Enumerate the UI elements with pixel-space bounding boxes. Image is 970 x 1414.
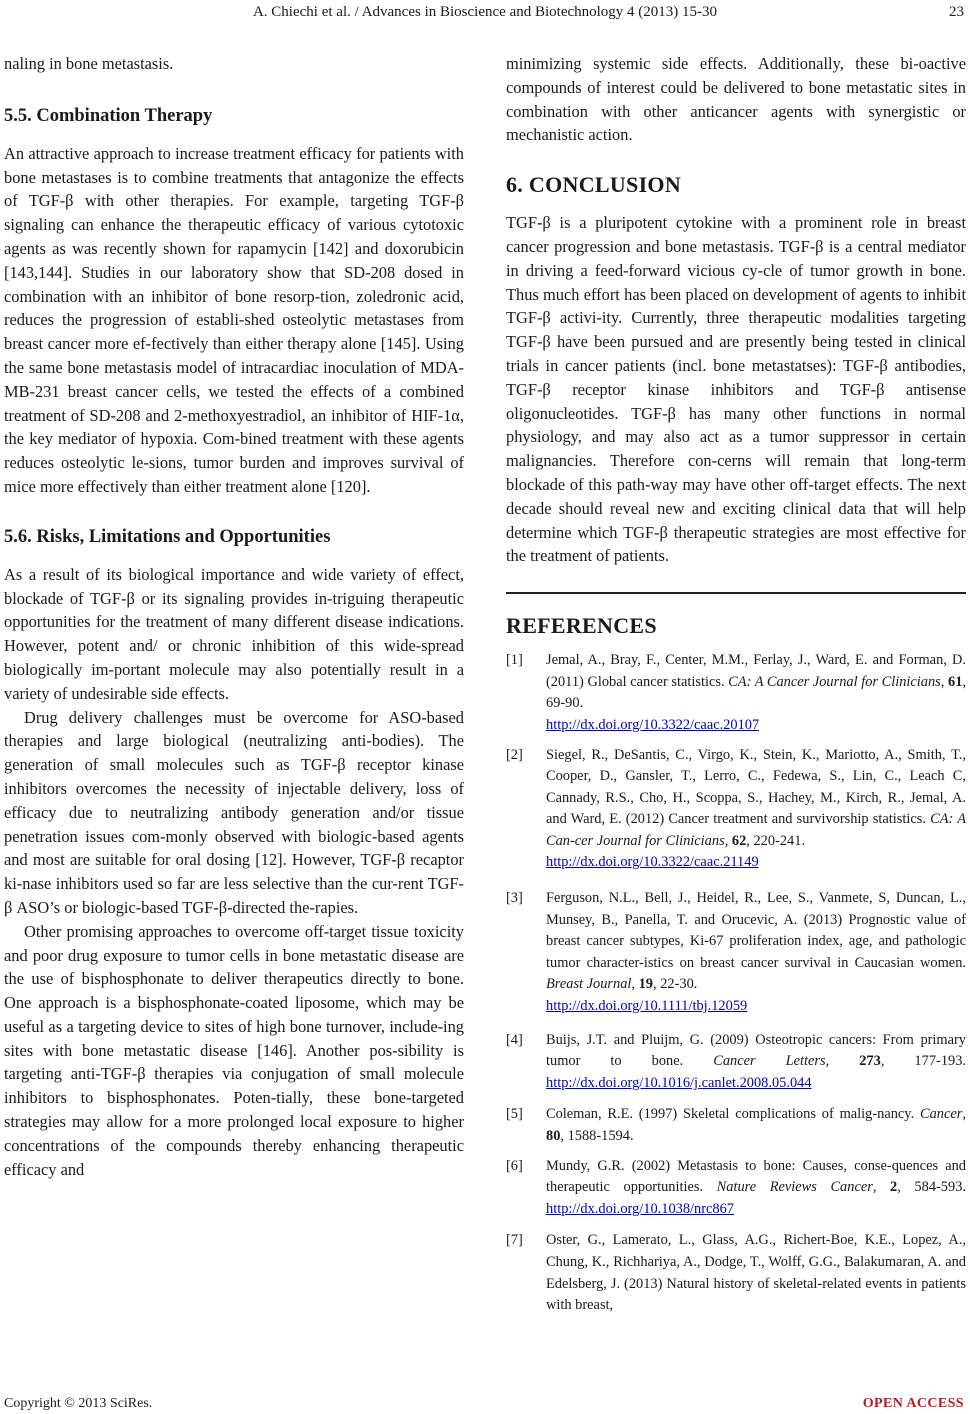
reference-volume: 62 [731, 832, 747, 849]
open-access-label: OPEN ACCESS [862, 1396, 964, 1411]
reference-number: [6] [506, 1157, 523, 1174]
references-heading: REFERENCES [506, 613, 657, 639]
reference-doi-link[interactable]: http://dx.doi.org/10.1111/tbj.12059 [546, 998, 748, 1015]
reference-separator: , [724, 832, 732, 849]
reference-list [506, 650, 966, 1317]
reference-journal: Cancer [920, 1106, 963, 1123]
reference-volume: 61 [948, 673, 963, 690]
reference-pages: , 584-593. [897, 1179, 966, 1196]
reference-pages: , 1588-1594. [560, 1128, 634, 1145]
references-divider [506, 592, 966, 594]
reference-journal: Nature Reviews Cancer [716, 1179, 873, 1196]
reference-doi-link[interactable]: http://dx.doi.org/10.1038/nrc867 [546, 1200, 735, 1217]
reference-pages: , 177-193. [880, 1053, 966, 1070]
running-header [0, 0, 970, 30]
reference-pages: , 220-241. [746, 832, 806, 849]
paragraph-continued: naling in bone metastasis. [4, 54, 174, 73]
reference-item [506, 745, 966, 875]
reference-item [506, 1104, 966, 1147]
paragraph-risks-1: As a result of its biological importance and wide variety of effect, blockade of TGF-β or its signaling provides in-triguing therapeutic opportunities for the treatment of many different disease indications. However, potent and/ or chronic inhibition of this wide-spread biologically im-portant molecule may also potentially result in a variety of undesirable side effects. [4, 564, 464, 703]
reference-citation: Siegel, R., DeSantis, C., Virgo, K., Stein, K., Mariotto, A., Smith, T., Cooper, D., Gansler, T., Lerro, C., Fedewa, S., Lin, C., Leach C, Cannady, R.S., Cho, H., Scoppa, S., Hachey, M., Kirch, R., Jemal, A. and Ward, E. (2012) Cancer treatment and survivorship statistics. [546, 746, 966, 828]
reference-item [506, 650, 966, 736]
section-heading-5-6: 5.6. Risks, Limitations and Opportunities [4, 526, 331, 547]
left-column [4, 52, 464, 1181]
reference-number: [3] [506, 890, 523, 907]
paragraph-continued-right: minimizing systemic side effects. Additionally, these bi-oactive compounds of interest could be delivered to bone metastatic sites in combination with other anticancer agents with synergistic or mechanistic action. [506, 54, 966, 145]
reference-pages: , 69-90. [546, 673, 967, 712]
reference-number: [5] [506, 1106, 523, 1123]
reference-doi-link[interactable]: http://dx.doi.org/10.1016/j.canlet.2008.05.044 [546, 1074, 812, 1091]
reference-doi-link[interactable]: http://dx.doi.org/10.3322/caac.20107 [546, 716, 760, 733]
reference-item [506, 1156, 966, 1221]
paragraph-risks-2: Drug delivery challenges must be overcome for ASO-based therapies and large biological (neutralizing anti-bodies). The generation of small molecules such as TGF-β receptor kinase inhibitors overcomes the necessity of injectable delivery, loss of efficacy due to neutralizing antibody generation and/or tissue penetration issues com-monly observed with biologic-based agents and most are suitable for oral dosing [12]. However, TGF-β recaptor ki-nase inhibitors used so far are less selective than the cur-rent TGF-β ASO’s or biologic-based TGF-β-directed the-rapies. [4, 707, 464, 917]
copyright-notice: Copyright © 2013 SciRes. [4, 1396, 153, 1411]
reference-citation: Jemal, A., Bray, F., Center, M.M., Ferlay, J., Ward, E. and Forman, D. (2011) Global cancer statistics. [546, 652, 966, 690]
reference-item [506, 1230, 966, 1316]
reference-number: [7] [506, 1232, 523, 1249]
reference-item [506, 1030, 966, 1095]
section-heading-5-5: 5.5. Combination Therapy [4, 105, 213, 126]
reference-separator: , [962, 1106, 966, 1123]
reference-volume: 80 [546, 1128, 561, 1145]
reference-volume: 2 [890, 1179, 898, 1196]
reference-citation: Mundy, G.R. (2002) Metastasis to bone: Causes, conse-quences and therapeutic opportunities. [546, 1157, 966, 1196]
paragraph-combination-therapy: An attractive approach to increase treatment efficacy for patients with bone metastases is to combine treatments that antagonize the effects of TGF-β with other therapies. For example, targeting TGF-β signaling can enhance the therapeutic efficacy of various cytotoxic agents as was recently shown for rapamycin [142] and doxorubicin [143,144]. Studies in our laboratory show that SD-208 dosed in combination with an inhibitor of bone resorp-tion, zoledronic acid, reduces the progression of establi-shed osteolytic metastases from breast cancer more ef-fectively than either therapy alone [145]. Using the same bone metastasis model of intracardiac inoculation of MDA-MB-231 breast cancer cells, we tested the effects of a combined treatment of SD-208 and 2-methoxyestradiol, an inhibitor of HIF-1α, the key mediator of hypoxia. Com-bined treatment with these agents reduces osteolytic le-sions, tumor burden and improves survival of mice more effectively than either treatment alone [120]. [4, 143, 464, 496]
reference-journal: Breast Journal [546, 976, 632, 993]
reference-doi-link[interactable]: http://dx.doi.org/10.3322/caac.21149 [546, 854, 759, 871]
reference-volume: 273 [859, 1053, 881, 1070]
reference-pages: , 22-30. [653, 976, 698, 993]
reference-citation: Oster, G., Lamerato, L., Glass, A.G., Richert-Boe, K.E., Lopez, A., Chung, K., Richhariya, A., Dodge, T., Wolff, G.G., Balakumaran, A. and Edelsberg, J. (2013) Natural history of skeletal-related events in patients with breast, [546, 1232, 966, 1314]
reference-citation: Buijs, J.T. and Pluijm, G. (2009) Osteotropic cancers: From primary tumor to bone. [546, 1031, 966, 1070]
page-footer [0, 1396, 970, 1414]
page-number: 23 [949, 4, 964, 20]
running-title: A. Chiechi et al. / Advances in Bioscience and Biotechnology 4 (2013) 15-30 [252, 4, 718, 20]
reference-item [506, 888, 966, 1018]
reference-citation: Coleman, R.E. (1997) Skeletal complications of malig-nancy. [546, 1106, 921, 1123]
reference-separator: , [872, 1179, 891, 1196]
reference-separator: , [631, 976, 639, 993]
right-column [506, 52, 966, 1317]
reference-number: [4] [506, 1031, 523, 1048]
reference-separator: , [940, 673, 949, 690]
reference-journal: Cancer Letters [713, 1053, 826, 1070]
reference-volume: 19 [638, 976, 653, 993]
reference-number: [1] [506, 652, 523, 669]
reference-journal: CA: A Can-cer Journal for Clinicians [546, 811, 966, 849]
reference-journal: CA: A Cancer Journal for Clinicians [728, 673, 941, 690]
paragraph-risks-3: Other promising approaches to overcome off-target tissue toxicity and poor drug exposure to tumor cells in bone metastatic disease are the use of bisphosphonate to deliver therapeutics directly to bone. One approach is a bisphosphonate-coated liposome, which may be useful as a targeting device to sites of high bone turnover, include-ing sites with bone metastatic disease [146]. Another pos-sibility is targeting anti-TGF-β therapies via conjugation of small molecule inhibitors to bisphosphonates. Poten-tially, these bone-targeted strategies may allow for a more prolonged local exposure to higher concentrations of the compounds thereby enhancing therapeutic efficacy and [4, 921, 464, 1179]
reference-separator: , [825, 1053, 860, 1070]
reference-number: [2] [506, 746, 523, 763]
reference-citation: Ferguson, N.L., Bell, J., Heidel, R., Lee, S., Vanmete, S, Duncan, L., Munsey, B., Panella, T. and Orucevic, A. (2013) Prognostic value of breast cancer subtypes, Ki-67 proliferation index, age, and pathologic tumor character-istics on breast cancer survival in Caucasian women. [546, 890, 966, 971]
section-heading-conclusion: 6. CONCLUSION [506, 172, 682, 198]
paragraph-conclusion: TGF-β is a pluripotent cytokine with a prominent role in breast cancer progression and bone metastasis. TGF-β is a central mediator in driving a feed-forward vicious cy-cle of tumor growth in bone. Thus much effort has been placed on development of agents to inhibit TGF-β activi-ity. Currently, three therapeutic modalities targeting TGF-β have been pursued and are presently being tested in clinical trials in cancer patients (incl. bone metastatses): TGF-β antibodies, TGF-β receptor kinase inhibitors and TGF-β antisense oligonucleotides. TGF-β has many other functions in normal physiology, and may also act as a tumor suppressor in certain malignancies. Therefore con-cerns will remain that long-term blockade of this path-way may have other off-target effects. The next decade should reveal new and exciting clinical data that will help determine which TGF-β therapeutic strategies are most effective for the treatment of patients. [506, 213, 966, 566]
